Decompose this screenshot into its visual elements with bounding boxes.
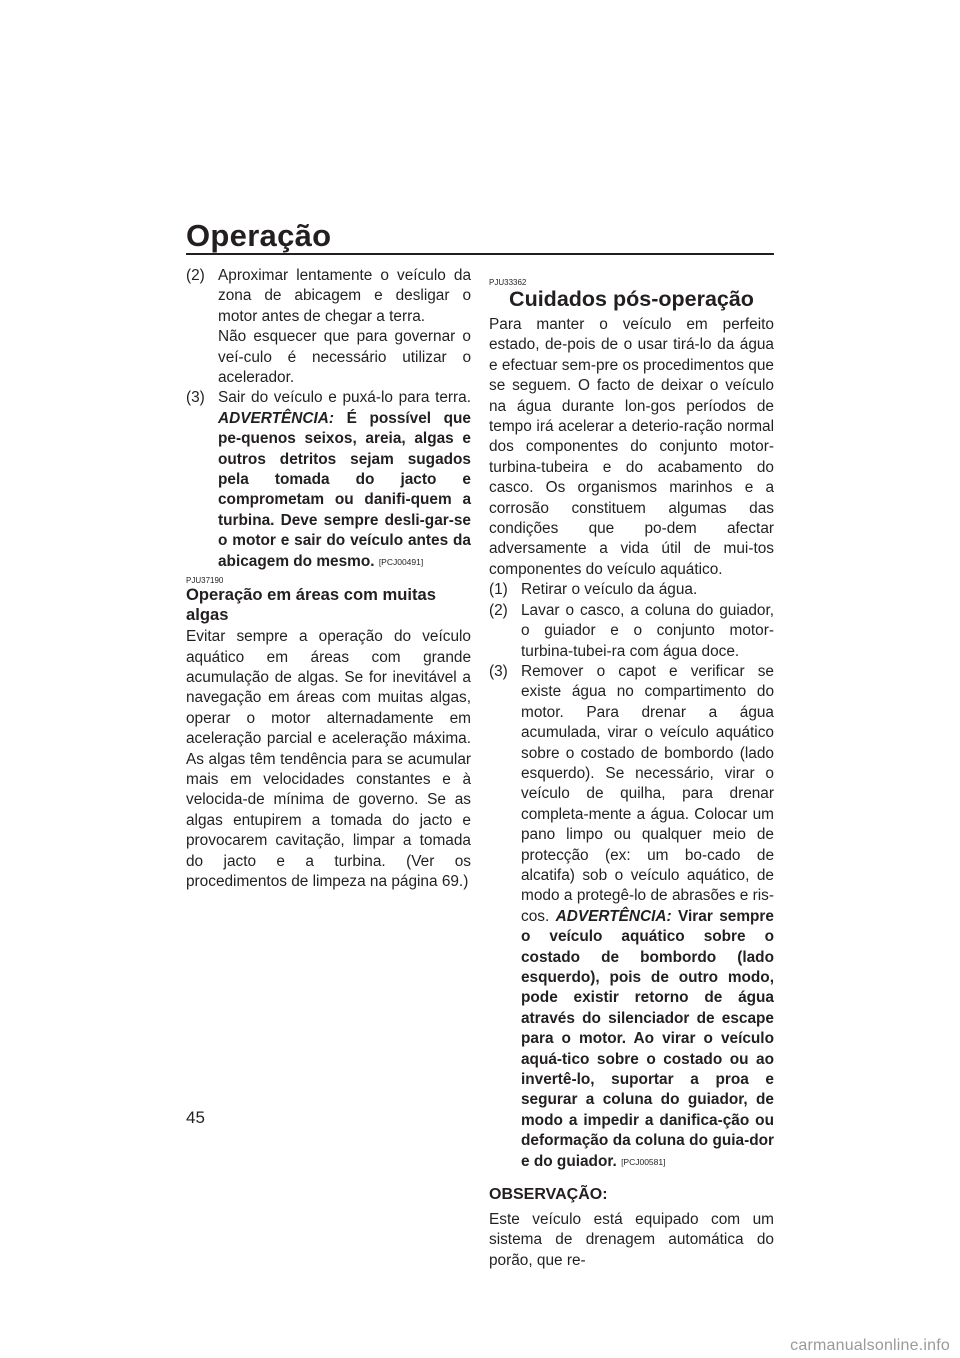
- item-text-part: Sair do veículo e puxá-lo para terra.: [218, 389, 471, 407]
- list-item: [489, 580, 774, 600]
- item-text: [218, 266, 471, 388]
- item-text: Lavar o casco, a coluna do guiador, o guiador e o conjunto motor-turbina-tubei-ra com água doce.: [521, 601, 774, 660]
- header-rule: [186, 253, 774, 255]
- section-paragraph: Evitar sempre a operação do veículo aquático em áreas com grande acumulação de algas. Se for inevitável a navegação em áreas com muitas algas, operar o motor alternadamente em aceleração parcial e aceleração máxima. As algas têm tendência para se acumular mais em velocidades constantes e à velocida-de mínima de governo. Se as algas entupirem a tomada do jacto e provocarem cavitação, limpar a tomada do jacto e a turbina. (Ver os procedimentos de limpeza na página 69.): [186, 628, 471, 890]
- list-item: [489, 601, 774, 662]
- section-title: Operação em áreas com muitas algas: [186, 585, 436, 625]
- list-item: [186, 266, 471, 388]
- right-column: [489, 266, 774, 1271]
- section-code: PJU33362: [489, 278, 527, 287]
- section-code: PJU37190: [186, 576, 224, 586]
- warning-label: ADVERTÊNCIA:: [555, 907, 672, 925]
- item-text-part: Aproximar lentamente o veículo da zona de abicagem e desligar o motor antes de chegar a terra.: [218, 267, 471, 325]
- item-text: [521, 662, 774, 1172]
- item-number: (2): [489, 601, 508, 619]
- item-number: (2): [186, 267, 205, 284]
- item-number: (3): [186, 389, 205, 407]
- watermark: carmanualsonline.info: [790, 1337, 950, 1354]
- warning-label: ADVERTÊNCIA:: [218, 409, 335, 427]
- note-paragraph: Este veículo está equipado com um sistema de drenagem automática do porão, que re-: [489, 1211, 774, 1269]
- intro-paragraph: Para manter o veículo em perfeito estado, de-pois de o usar tirá-lo da água e efectuar sem-pre os procedimentos que se seguem. O facto de deixar o veículo na água durante lon-gos períodos de tempo irá acelerar a deterio-ração normal dos componentes do conjunto motor-turbina-tubeira e do acabamento do casco. Os organismos marinhos e a corrosão constituem algumas das condições que po-dem afectar adversamente a vida útil de mui-tos componentes do veículo aquático.: [489, 316, 774, 578]
- item-text-part: Remover o capot e verificar se existe água no compartimento do motor. Para drenar a água acumulada, virar o veículo aquático sobre o costado de bombordo (lado esquerdo). Se necessário, virar o veículo de quilha, para drenar completa-mente a água. Colocar um pano limpo ou qualquer meio de protecção (ex: um bo-cado de alcatifa) sob o veículo aquático, de modo a protegê-lo de abrasões e ris-cos.: [521, 662, 774, 925]
- warning-text: Virar sempre o veículo aquático sobre o costado de bombordo (lado esquerdo), pois de outro modo, pode existir retorno de água através do silenciador de escape para o motor. Ao virar o veículo aquá-tico sobre o costado ou ao invertê-lo, suportar a proa e segurar a coluna do guiador, de modo a impedir a danifica-ção ou deformação da coluna do guia-dor e do guiador.: [521, 907, 774, 1170]
- warning-code: [PCJ00581]: [621, 1156, 666, 1167]
- item-number: (1): [489, 581, 508, 599]
- warning-text: É possível que pe-quenos seixos, areia, algas e outros detritos sejam sugados pela tomada do jacto e comprometam ou danifi-quem a turbina. Deve sempre desli-gar-se o motor e sair do veículo antes da abicagem do mesmo.: [218, 409, 471, 570]
- item-number: (3): [489, 662, 508, 680]
- list-item: [186, 388, 471, 572]
- section-title: Cuidados pós-operação: [509, 287, 754, 311]
- left-column: [186, 266, 471, 892]
- note-title: OBSERVAÇÃO:: [489, 1186, 608, 1204]
- item-text-part: Não esquecer que para governar o veí-culo é necessário utilizar o acelerador.: [218, 328, 471, 387]
- warning-code: [PCJ00491]: [378, 556, 424, 567]
- list-item: [489, 662, 774, 1172]
- page-title: Operação: [186, 218, 332, 253]
- page-number: 45: [186, 1108, 205, 1127]
- item-text: [218, 388, 471, 572]
- item-text: Retirar o veículo da água.: [521, 581, 698, 599]
